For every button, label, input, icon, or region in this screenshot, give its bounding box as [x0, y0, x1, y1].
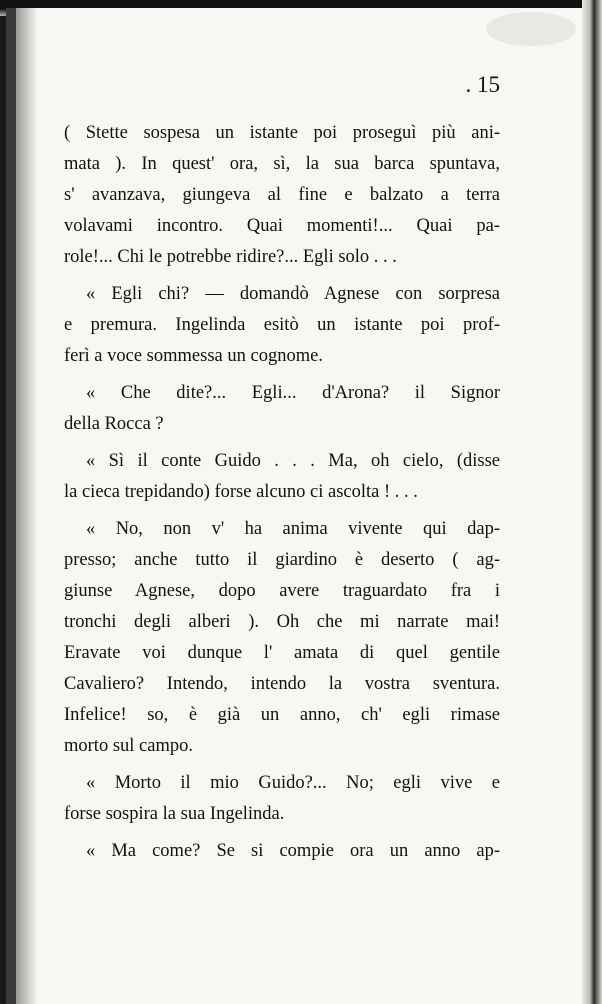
text-line: morto sul campo.: [64, 736, 193, 756]
text-line: giunse Agnese, dopo avere traguardato fra i: [64, 581, 500, 601]
paper-stain: [486, 12, 576, 46]
text-line: volavami incontro. Quai momenti!... Quai pa-: [64, 216, 500, 236]
scan-right-edge: [582, 0, 602, 1004]
text-line: forse sospira la sua Ingelinda.: [64, 804, 285, 824]
text-line: « Che dite?... Egli... d'Arona? il Signor: [86, 383, 500, 403]
text-line: della Rocca ?: [64, 414, 164, 434]
text-line: Eravate voi dunque l' amata di quel gentile: [64, 643, 500, 663]
text-line: mata ). In quest' ora, sì, la sua barca spuntava,: [64, 154, 500, 174]
text-line: la cieca trepidando) forse alcuno ci ascolta ! . . .: [64, 482, 418, 502]
text-line: « Ma come? Se si compie ora un anno ap-: [86, 841, 500, 861]
text-line: role!... Chi le potrebbe ridire?... Egli solo . . .: [64, 247, 397, 267]
text-line: ( Stette sospesa un istante poi proseguì più ani-: [64, 123, 500, 143]
text-line: « Egli chi? — domandò Agnese con sorpresa: [86, 284, 500, 304]
text-line: « Sì il conte Guido . . . Ma, oh cielo, (disse: [86, 451, 500, 471]
text-line: s' avanzava, giungeva al fine e balzato a terra: [64, 185, 500, 205]
text-line: e premura. Ingelinda esitò un istante poi prof-: [64, 315, 500, 335]
text-line: Cavaliero? Intendo, intendo la vostra sventura.: [64, 674, 500, 694]
text-line: presso; anche tutto il giardino è deserto ( ag-: [64, 550, 500, 570]
gutter-shadow: [16, 8, 38, 1004]
page-number: . 15: [465, 72, 500, 97]
text-line: « No, non v' ha anima vivente qui dap-: [86, 519, 500, 539]
text-line: ferì a voce sommessa un cognome.: [64, 346, 323, 366]
body-text: [64, 118, 500, 867]
text-line: tronchi degli alberi ). Oh che mi narrate mai!: [64, 612, 500, 632]
text-line: Infelice! so, è già un anno, ch' egli rimase: [64, 705, 500, 725]
text-line: « Morto il mio Guido?... No; egli vive e: [86, 773, 500, 793]
